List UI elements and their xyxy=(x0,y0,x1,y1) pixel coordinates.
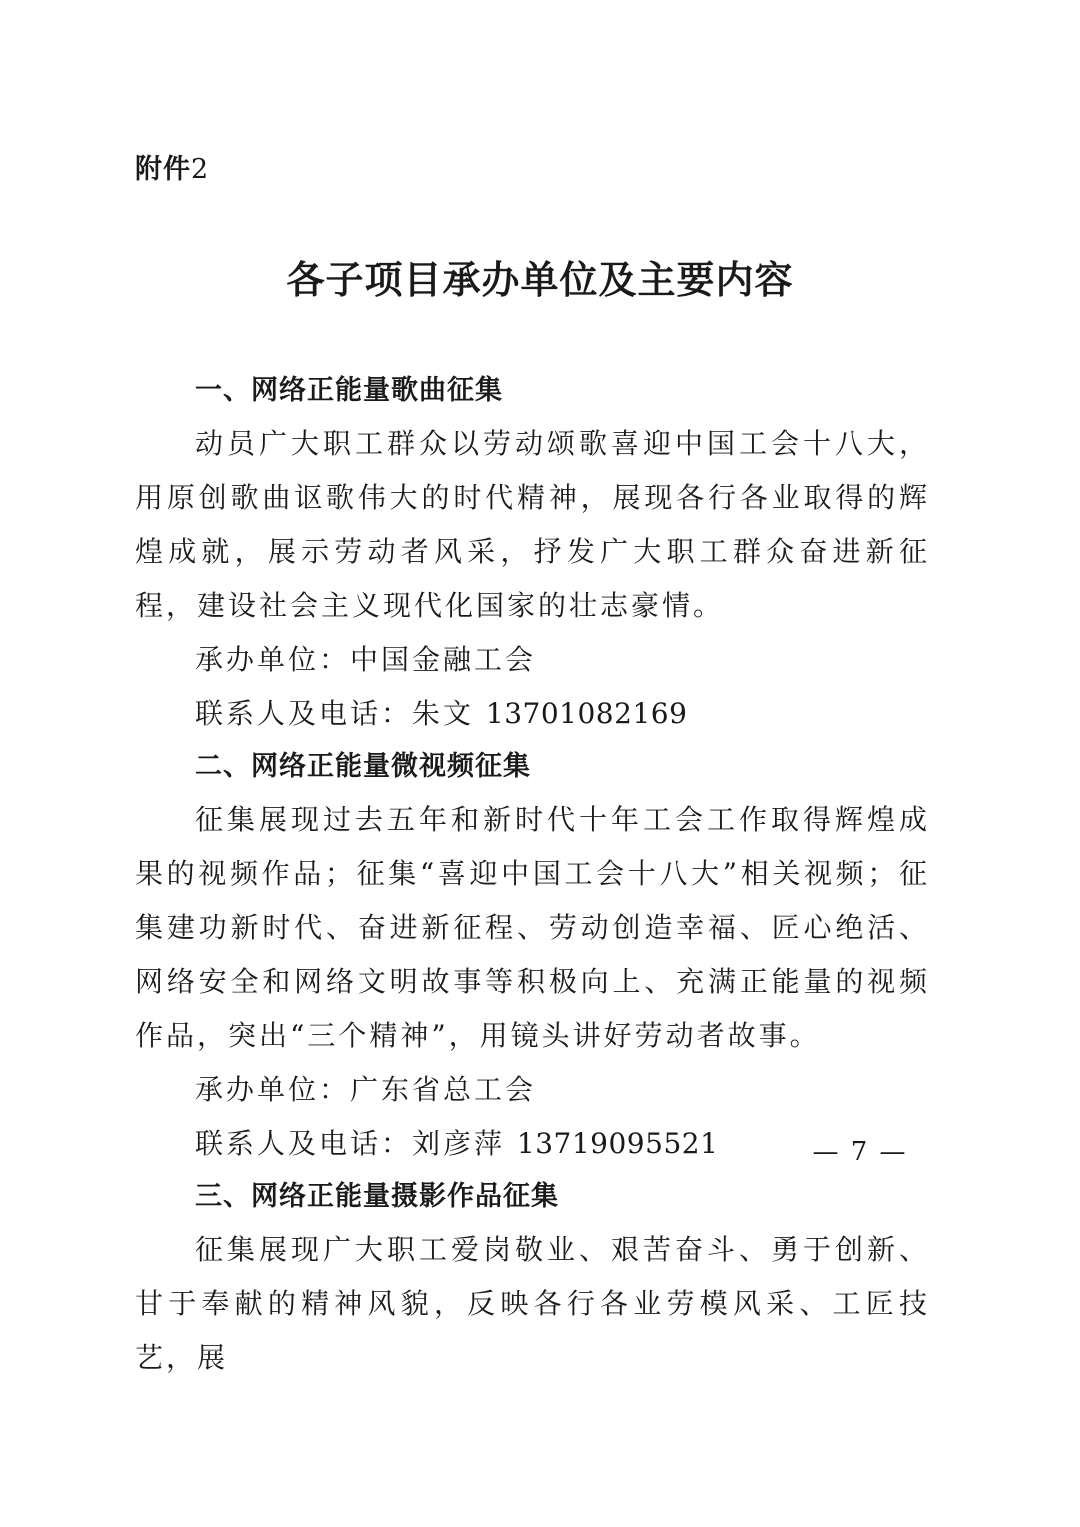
section-2-paragraph: 征集展现过去五年和新时代十年工会工作取得辉煌成果的视频作品；征集“喜迎中国工会十八大”相关视频；征集建功新时代、奋进新征程、劳动创造幸福、匠心绝活、网络安全和网络文明故事等积极向上、充满正能量的视频作品，突出“三个精神”，用镜头讲好劳动者故事。 xyxy=(135,803,930,1052)
section-1-heading: 一、网络正能量歌曲征集 xyxy=(195,375,503,406)
section-1-contact-phone: 13701082169 xyxy=(485,697,688,730)
attachment-label xyxy=(135,150,209,190)
section-1-contact xyxy=(135,687,930,741)
section-2-organizer: 承办单位：广东省总工会 xyxy=(195,1073,537,1106)
document-title: 各子项目承办单位及主要内容 xyxy=(286,257,794,302)
section-2-heading: 二、网络正能量微视频征集 xyxy=(195,751,531,782)
section-1-paragraph: 动员广大职工群众以劳动颂歌喜迎中国工会十八大，用原创歌曲讴歌伟大的时代精神，展现各行各业取得的辉煌成就，展示劳动者风采，抒发广大职工群众奋进新征程，建设社会主义现代化国家的壮志豪情。 xyxy=(135,427,930,622)
section-1-contact-label: 联系人及电话：朱文 xyxy=(195,697,475,730)
section-1-organizer: 承办单位：中国金融工会 xyxy=(195,643,537,676)
section-2-contact-label: 联系人及电话：刘彦萍 xyxy=(195,1127,506,1160)
attachment-word: 附件 xyxy=(135,154,191,185)
section-2-contact-phone: 13719095521 xyxy=(516,1127,719,1160)
attachment-number: 2 xyxy=(191,154,210,185)
section-3-paragraph: 征集展现广大职工爱岗敬业、艰苦奋斗、勇于创新、甘于奉献的精神风貌，反映各行各业劳模风采、工匠技艺，展 xyxy=(135,1233,930,1374)
section-3-heading: 三、网络正能量摄影作品征集 xyxy=(195,1181,559,1212)
document-body xyxy=(135,365,930,1385)
page-number: — 7 — xyxy=(812,1137,908,1167)
